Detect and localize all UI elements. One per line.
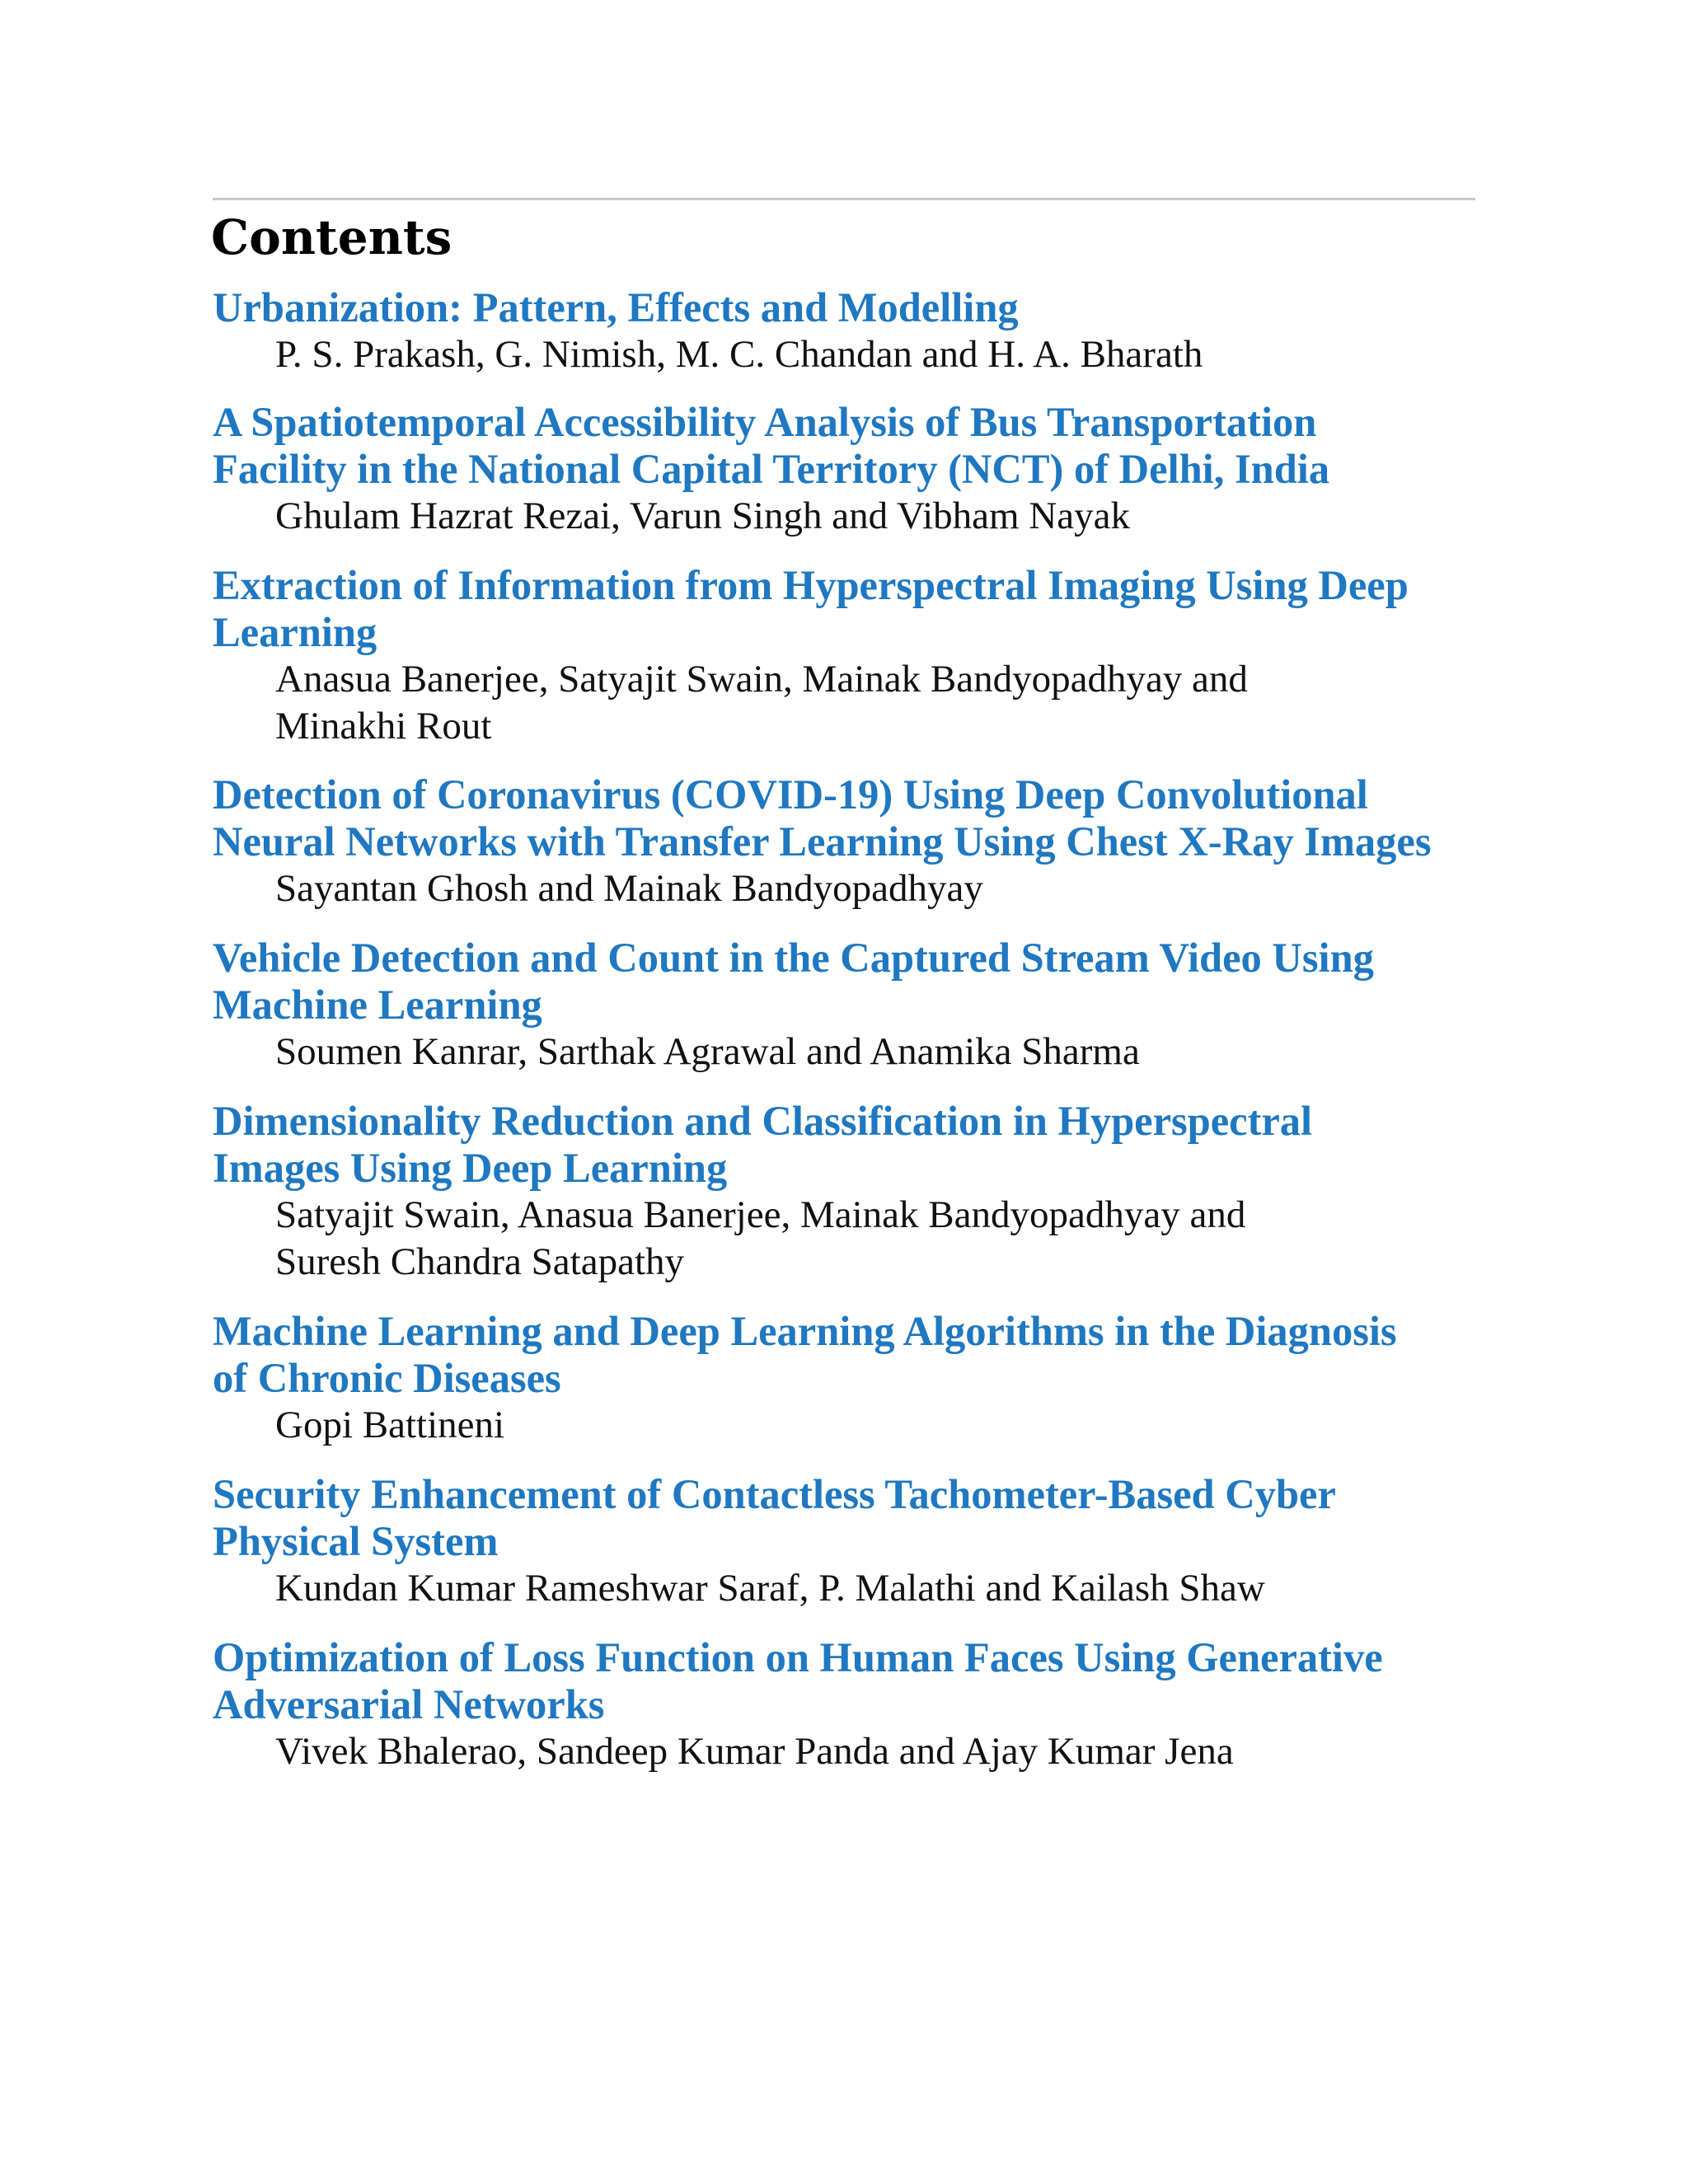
toc-entry-title-link[interactable]: Extraction of Information from Hyperspectral Imaging Using Deep Learning	[213, 562, 1409, 655]
toc-entry-authors: Gopi Battineni	[275, 1404, 505, 1446]
toc-entry	[213, 935, 1531, 1076]
toc-entry	[213, 771, 1531, 912]
toc-entry-title-link[interactable]: A Spatiotemporal Accessibility Analysis of Bus Transportation Facility in the National Capital Territory (NCT) of Delhi, India	[213, 399, 1330, 492]
toc-entry-title-link[interactable]: Detection of Coronavirus (COVID-19) Using Deep Convolutional Neural Networks with Transfer Learning Using Chest X-Ray Images	[213, 771, 1432, 865]
toc-entry-title-link[interactable]: Urbanization: Pattern, Effects and Modelling	[213, 284, 1019, 330]
toc-entry-authors: P. S. Prakash, G. Nimish, M. C. Chandan and H. A. Bharath	[275, 333, 1203, 376]
toc-entry-authors: Anasua Banerjee, Satyajit Swain, Mainak Bandyopadhyay and Minakhi Rout	[275, 658, 1248, 748]
toc-entry	[213, 1098, 1531, 1286]
toc-entry	[213, 1471, 1531, 1612]
toc-entry-authors: Satyajit Swain, Anasua Banerjee, Mainak Bandyopadhyay and Suresh Chandra Satapathy	[275, 1193, 1246, 1283]
toc-entry	[213, 284, 1531, 378]
toc-entry	[213, 562, 1531, 750]
toc-entry-title-link[interactable]: Machine Learning and Deep Learning Algorithms in the Diagnosis of Chronic Diseases	[213, 1308, 1397, 1401]
toc-entry-title-link[interactable]: Optimization of Loss Function on Human Faces Using Generative Adversarial Networks	[213, 1634, 1383, 1727]
toc-entry-authors: Kundan Kumar Rameshwar Saraf, P. Malathi and Kailash Shaw	[275, 1567, 1265, 1610]
toc-entry-title-link[interactable]: Dimensionality Reduction and Classification in Hyperspectral Images Using Deep Learning	[213, 1098, 1313, 1191]
toc-entry	[213, 1634, 1531, 1775]
toc-entry-title-link[interactable]: Vehicle Detection and Count in the Captured Stream Video Using Machine Learning	[213, 935, 1374, 1028]
toc-entry-authors: Vivek Bhalerao, Sandeep Kumar Panda and Ajay Kumar Jena	[275, 1730, 1234, 1773]
contents-heading: Contents	[211, 209, 452, 265]
toc-entry-title-link[interactable]: Security Enhancement of Contactless Tachometer-Based Cyber Physical System	[213, 1471, 1336, 1564]
toc-entry-authors: Soumen Kanrar, Sarthak Agrawal and Anamika Sharma	[275, 1030, 1140, 1073]
toc-entry-authors: Ghulam Hazrat Rezai, Varun Singh and Vibham Nayak	[275, 494, 1131, 537]
toc-entry	[213, 399, 1531, 540]
toc-entry	[213, 1308, 1531, 1449]
toc-entry-authors: Sayantan Ghosh and Mainak Bandyopadhyay	[275, 867, 983, 910]
